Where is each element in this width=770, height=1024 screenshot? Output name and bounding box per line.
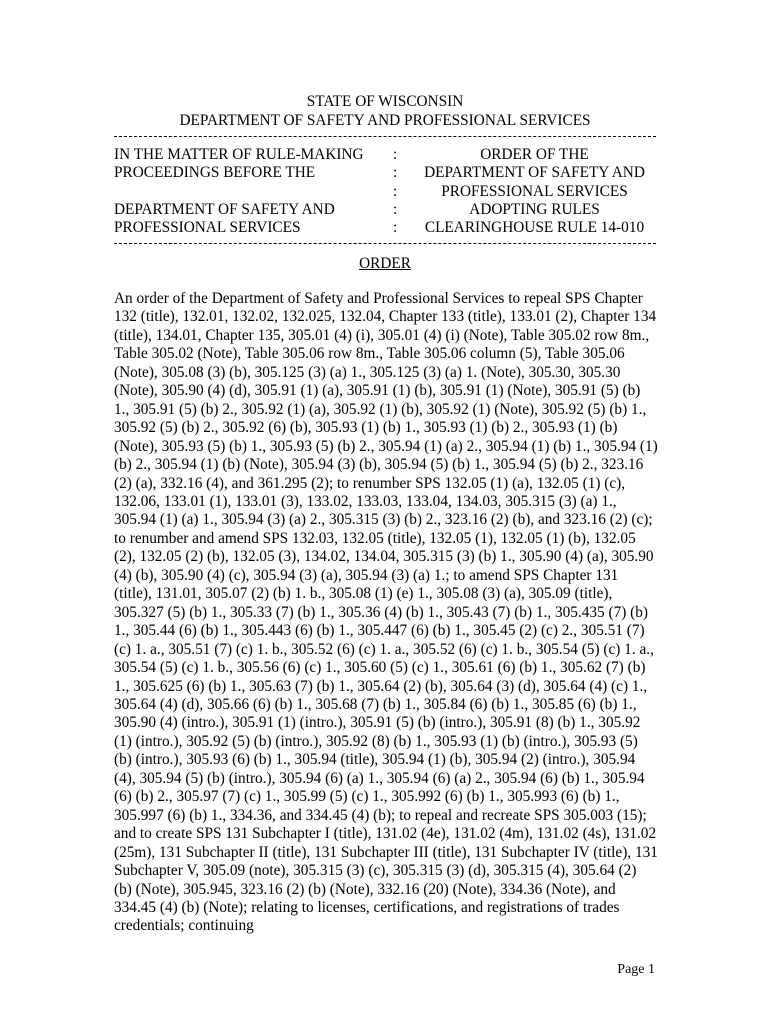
- department-heading: DEPARTMENT OF SAFETY AND PROFESSIONAL SERVICES: [179, 112, 591, 129]
- caption-left: DEPARTMENT OF SAFETY AND: [114, 200, 335, 218]
- caption-row: [114, 219, 656, 237]
- order-title: [0, 255, 770, 273]
- caption-row: [114, 183, 656, 201]
- caption-row: [114, 164, 656, 182]
- caption-left: IN THE MATTER OF RULE-MAKING: [114, 146, 364, 163]
- order-title-text: ORDER: [359, 255, 411, 272]
- caption-colon: :: [393, 164, 398, 182]
- document-header: [0, 92, 770, 130]
- caption-block: [114, 146, 656, 237]
- order-body-paragraph: An order of the Department of Safety and Professional Services to repeal SPS Chapter 132 (title), 132.01, 132.02, 132.025, 132.04, Chapter 133 (title), 133.01 (2), Chapter 134 (title), 134.01, Chapter 135, 305.01 (4) (i), 305.01 (4) (i) (Note), Table 305.02 row 8m., Table 305.02 (Note), Table 305.06 row 8m., Table 305.06 column (5), Table 305.06 (Note), 305.08 (3) (b), 305.125 (3) (a) 1., 305.125 (3) (a) 1. (Note), 305.30, 305.30 (Note), 305.90 (4) (d), 305.91 (1) (a), 305.91 (1) (b), 305.91 (1) (Note), 305.91 (5) (b) 1., 305.91 (5) (b) 2., 305.92 (1) (a), 305.92 (1) (b), 305.92 (1) (Note), 305.92 (5) (b) 1., 305.92 (5) (b) 2., 305.92 (6) (b), 305.93 (1) (b) 1., 305.93 (1) (b) 2., 305.93 (1) (b) (Note), 305.93 (5) (b) 1., 305.93 (5) (b) 2., 305.94 (1) (a) 2., 305.94 (1) (b) 1., 305.94 (1) (b) 2., 305.94 (1) (b) (Note), 305.94 (3) (b), 305.94 (5) (b) 1., 305.94 (5) (b) 2., 323.16 (2) (a), 332.16 (4), and 361.295 (2); to renumber SPS 132.05 (1) (a), 132.05 (1) (c), 132.06, 133.01 (1), 133.01 (3), 133.02, 133.03, 133.04, 134.03, 305.315 (3) (a) 1., 305.94 (1) (a) 1., 305.94 (3) (a) 2., 305.315 (3) (b) 2., 323.16 (2) (b), and 323.16 (2) (c); to renumber and amend SPS 132.03, 132.05 (title), 132.05 (1), 132.05 (1) (b), 132.05 (2), 132.05 (2) (b), 132.05 (3), 134.02, 134.04, 305.315 (3) (b) 1., 305.90 (4) (a), 305.90 (4) (b), 305.90 (4) (c), 305.94 (3) (a), 305.94 (3) (a) 1.; to amend SPS Chapter 131 (title), 131.01, 305.07 (2) (b) 1. b., 305.08 (1) (e) 1., 305.08 (3) (a), 305.09 (title), 305.327 (5) (b) 1., 305.33 (7) (b) 1., 305.36 (4) (b) 1., 305.43 (7) (b) 1., 305.435 (7) (b) 1., 305.44 (6) (b) 1., 305.443 (6) (b) 1., 305.447 (6) (b) 1., 305.45 (2) (c) 2., 305.51 (7) (c) 1. a., 305.51 (7) (c) 1. b., 305.52 (6) (c) 1. a., 305.52 (6) (c) 1. b., 305.54 (5) (c) 1. a., 305.54 (5) (c) 1. b., 305.56 (6) (c) 1., 305.60 (5) (c) 1., 305.61 (6) (b) 1., 305.62 (7) (b) 1., 305.625 (6) (b) 1., 305.63 (7) (b) 1., 305.64 (2) (b), 305.64 (3) (d), 305.64 (4) (c) 1., 305.64 (4) (d), 305.66 (6) (b) 1., 305.68 (7) (b) 1., 305.84 (6) (b) 1., 305.85 (6) (b) 1., 305.90 (4) (intro.), 305.91 (1) (intro.), 305.91 (5) (b) (intro.), 305.91 (8) (b) 1., 305.92 (1) (intro.), 305.92 (5) (b) (intro.), 305.92 (8) (b) 1., 305.93 (1) (b) (intro.), 305.93 (5) (b) (intro.), 305.93 (6) (b) 1., 305.94 (title), 305.94 (1) (b), 305.94 (2) (intro.), 305.94 (4), 305.94 (5) (b) (intro.), 305.94 (6) (a) 1., 305.94 (6) (a) 2., 305.94 (6) (b) 1., 305.94 (6) (b) 2., 305.97 (7) (c) 1., 305.99 (5) (c) 1., 305.992 (6) (b) 1., 305.993 (6) (b) 1., 305.997 (6) (b) 1., 334.36, and 334.45 (4) (b); to repeal and recreate SPS 305.003 (15); and to create SPS 131 Subchapter I (title), 131.02 (4e), 131.02 (4m), 131.02 (4s), 131.02 (25m), 131 Subchapter II (title), 131 Subchapter III (title), 131 Subchapter IV (title), 131 Subchapter V, 305.09 (note), 305.315 (3) (c), 305.315 (3) (d), 305.315 (4), 305.64 (2) (b) (Note), 305.945, 323.16 (2) (b) (Note), 332.16 (20) (Note), 334.36 (Note), and 334.45 (4) (b) (Note); relating to licenses, certifications, and registrations of trades credentials; continuing: [114, 290, 658, 935]
- caption-colon: :: [393, 146, 398, 163]
- state-heading: STATE OF WISCONSIN: [306, 93, 464, 110]
- caption-colon: :: [393, 182, 398, 200]
- caption-row: [114, 146, 656, 164]
- caption-right: DEPARTMENT OF SAFETY AND: [424, 164, 645, 182]
- caption-right: ADOPTING RULES: [469, 200, 600, 218]
- caption-colon: :: [393, 219, 398, 237]
- caption-left: PROFESSIONAL SERVICES: [114, 219, 301, 237]
- dashed-rule-top: [114, 133, 656, 141]
- caption-colon: :: [393, 200, 398, 218]
- caption-right: PROFESSIONAL SERVICES: [441, 182, 628, 200]
- dashed-rule-bottom: [114, 240, 656, 248]
- caption-left: PROCEEDINGS BEFORE THE: [114, 164, 316, 182]
- caption-right: ORDER OF THE: [480, 146, 589, 163]
- caption-right: CLEARINGHOUSE RULE 14-010: [424, 219, 645, 237]
- page-number: Page 1: [617, 962, 655, 977]
- caption-row: [114, 201, 656, 219]
- caption-left: [114, 183, 393, 201]
